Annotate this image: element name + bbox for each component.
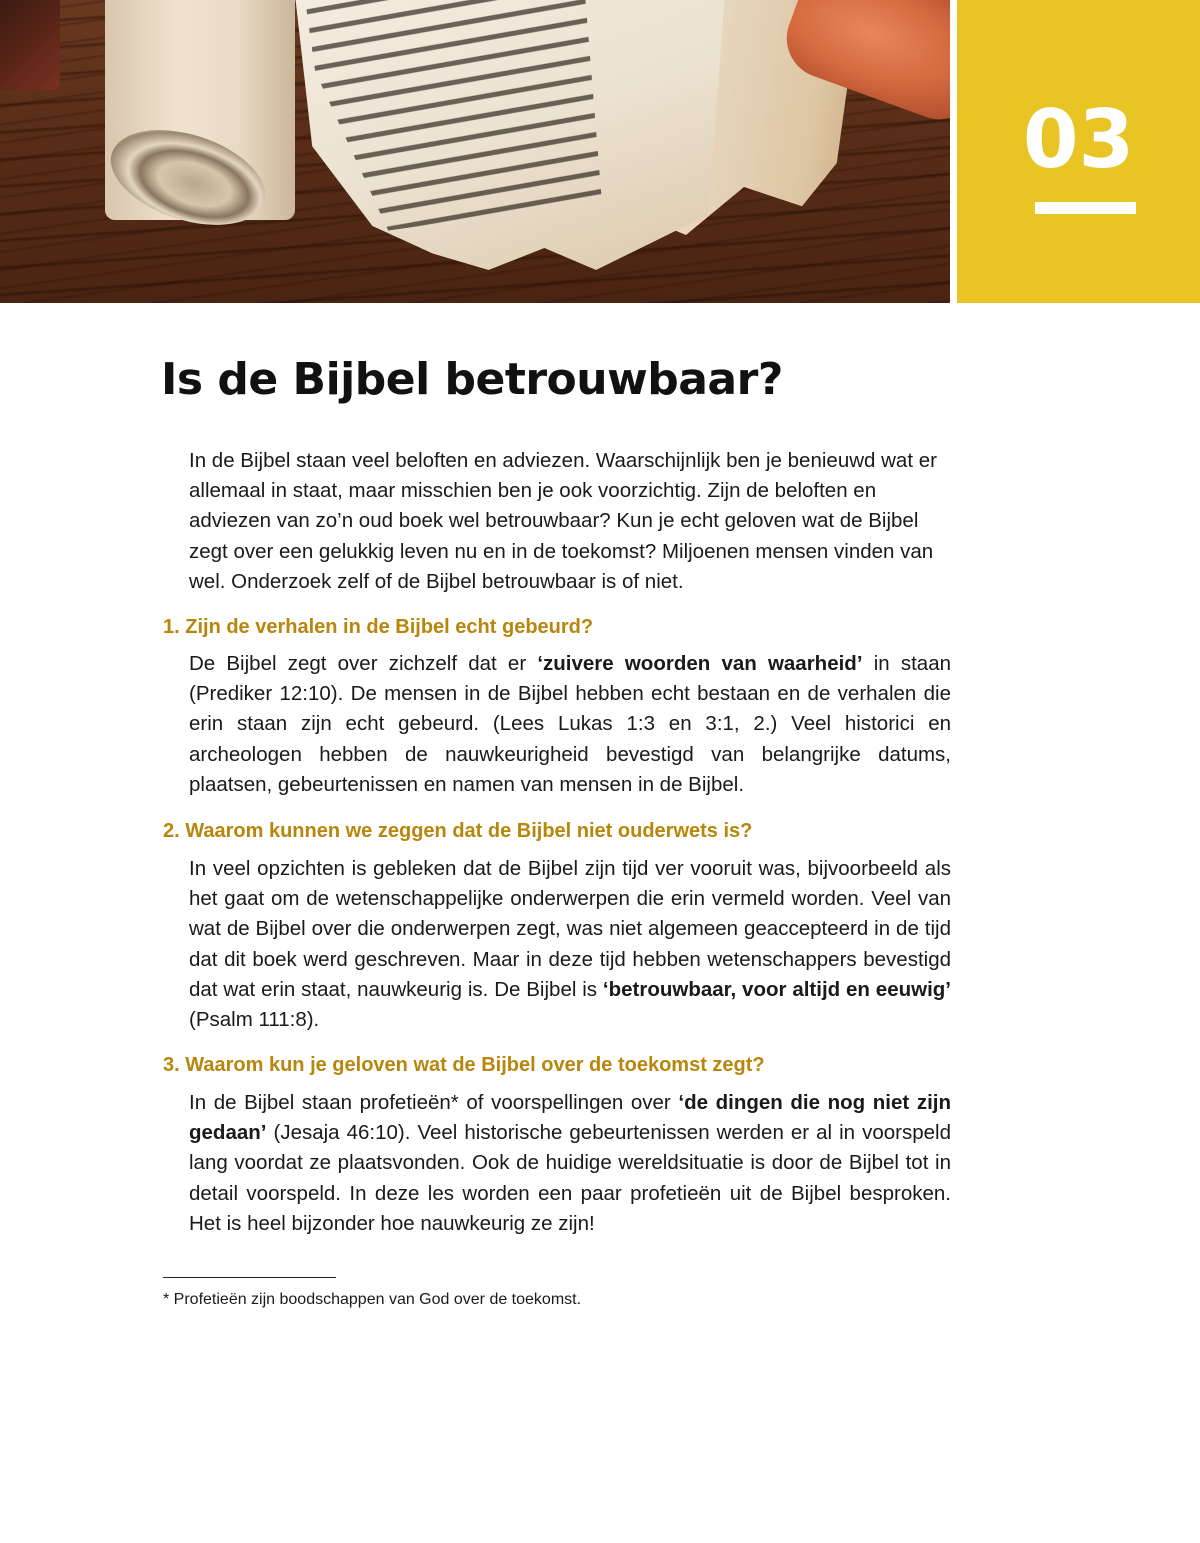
section-heading-2: 2. Waarom kunnen we zeggen dat de Bijbel niet ouderwets is? (163, 820, 753, 842)
section-heading-3: 3. Waarom kun je geloven wat de Bijbel over de toekomst zegt? (163, 1054, 765, 1076)
scripture-quote: ‘betrouwbaar, voor altijd en eeuwig’ (602, 977, 951, 1001)
section-paragraph-2 (189, 854, 951, 1035)
paragraph-text: In veel opzichten is gebleken dat de Bijbel zijn tijd ver vooruit was, bijvoorbeeld als het gaat om de wetenschappelijke onderwerpen die erin vermeld worden. Veel van wat de Bijbel over die onderwerpen zegt, was niet algemeen geaccepteerd in de tijd dat dit boek werd geschreven. Maar in deze tijd hebben wetenschappers bevestigd dat wat erin staat, nauwkeurig is. De Bijbel is (189, 857, 951, 1001)
paragraph-text: In de Bijbel staan profetieën* of voorspellingen over (189, 1091, 679, 1114)
chapter-underline (1035, 202, 1136, 214)
scripture-quote: ‘zuivere woorden van waarheid’ (537, 652, 863, 675)
section-paragraph-3 (189, 1088, 951, 1239)
header-photo-scrolls (0, 0, 950, 303)
footnote-divider (163, 1277, 336, 1278)
footnote: * Profetieën zijn boodschappen van God over de toekomst. (163, 1291, 582, 1308)
chapter-number: 03 (1022, 93, 1135, 186)
scripture-quote: ‘de dingen die nog niet zijn gedaan’ (189, 1091, 952, 1145)
section-heading-1: 1. Zijn de verhalen in de Bijbel echt gebeurd? (163, 616, 594, 638)
paragraph-text: (Jesaja 46:10). Veel historische gebeurtenissen werden er al in voorspeld lang voordat ze plaatsvonden. Ook de huidige wereldsituatie is door de Bijbel tot in detail voorspeld. In deze les worden een paar profetieën uit de Bijbel besproken. Het is heel bijzonder hoe nauwkeurig ze zijn! (189, 1121, 951, 1235)
intro-paragraph: In de Bijbel staan veel beloften en adviezen. Waarschijnlijk ben je benieuwd wat er allemaal in staat, maar misschien ben je ook voorzichtig. Zijn de beloften en adviezen van zo’n oud boek wel betrouwbaar? Kun je echt geloven wat de Bijbel zegt over een gelukkig leven nu en in de toekomst? Miljoenen mensen vinden van wel. Onderzoek zelf of de Bijbel betrouwbaar is of niet. (189, 449, 937, 593)
chapter-badge (957, 0, 1200, 303)
paragraph-text: De Bijbel zegt over zichzelf dat er (189, 652, 538, 675)
paragraph-text: (Psalm 111:8). (189, 1008, 320, 1032)
page-title: Is de Bijbel betrouwbaar? (161, 354, 783, 405)
section-paragraph-1 (189, 649, 951, 800)
wooden-box (0, 0, 60, 90)
paragraph-text: in staan (Prediker 12:10). De mensen in de Bijbel hebben echt bestaan en de verhalen die erin staan zijn echt gebeurd. (Lees Lukas 1:3 en 3:1, 2.) Veel historici en archeologen hebben de nauwkeurigheid bevestigd van belangrijke datums, plaatsen, gebeurtenissen en namen van mensen in de Bijbel. (189, 652, 951, 796)
